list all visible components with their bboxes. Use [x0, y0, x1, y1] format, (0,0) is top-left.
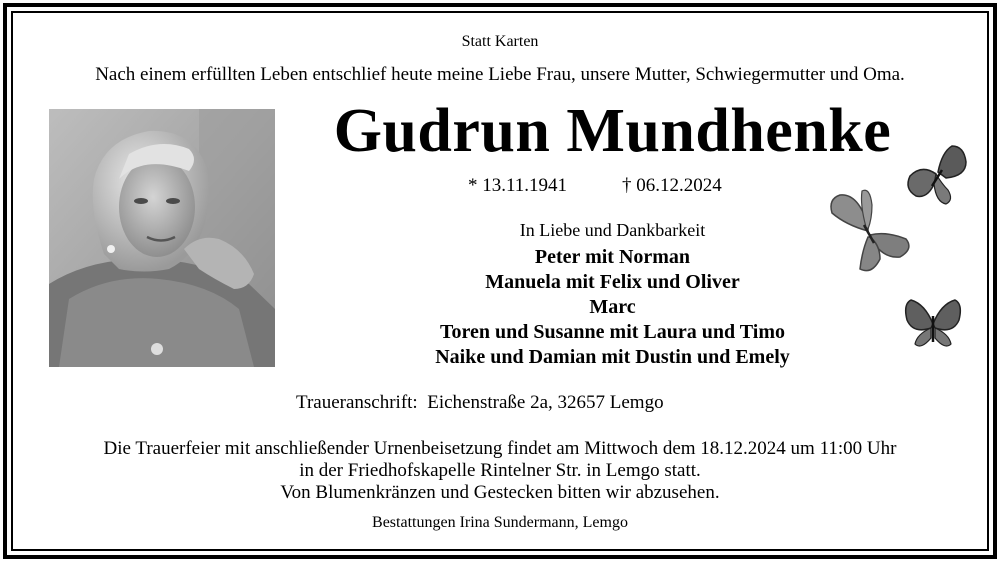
address-label: Traueranschrift:	[296, 392, 418, 413]
address-line	[296, 392, 664, 414]
header-statt-karten: Statt Karten	[461, 33, 539, 50]
portrait-image	[49, 109, 275, 367]
butterfly-icon	[903, 298, 963, 350]
birth-date: * 13.11.1941	[468, 175, 568, 196]
undertaker: Bestattungen Irina Sundermann, Lemgo	[372, 514, 628, 531]
portrait-photo	[49, 109, 275, 367]
ceremony-line: Von Blumenkränzen und Gestecken bitten wir abzusehen.	[280, 482, 720, 503]
deceased-name: Gudrun Mundhenke	[333, 97, 892, 165]
ceremony-line: in der Friedhofskapelle Rintelner Str. in Lemgo statt.	[299, 460, 701, 481]
mourners-intro: In Liebe und Dankbarkeit	[519, 220, 706, 240]
intro-text: Nach einem erfüllten Leben entschlief heute meine Liebe Frau, unsere Mutter, Schwiegermutter und Oma.	[95, 64, 905, 85]
butterfly-icon	[826, 185, 914, 277]
address-value: Eichenstraße 2a, 32657 Lemgo	[427, 392, 664, 413]
family-line: Peter mit Norman	[534, 246, 691, 268]
family-line: Toren und Susanne mit Laura und Timo	[440, 321, 785, 343]
death-date: † 06.12.2024	[622, 175, 722, 196]
family-line: Marc	[589, 296, 636, 318]
ceremony-line: Die Trauerfeier mit anschließender Urnenbeisetzung findet am Mittwoch dem 18.12.2024 um 11:00 Uhr	[103, 438, 897, 459]
family-line: Naike und Damian mit Dustin und Emely	[435, 346, 790, 368]
family-line: Manuela mit Felix und Oliver	[485, 271, 740, 293]
